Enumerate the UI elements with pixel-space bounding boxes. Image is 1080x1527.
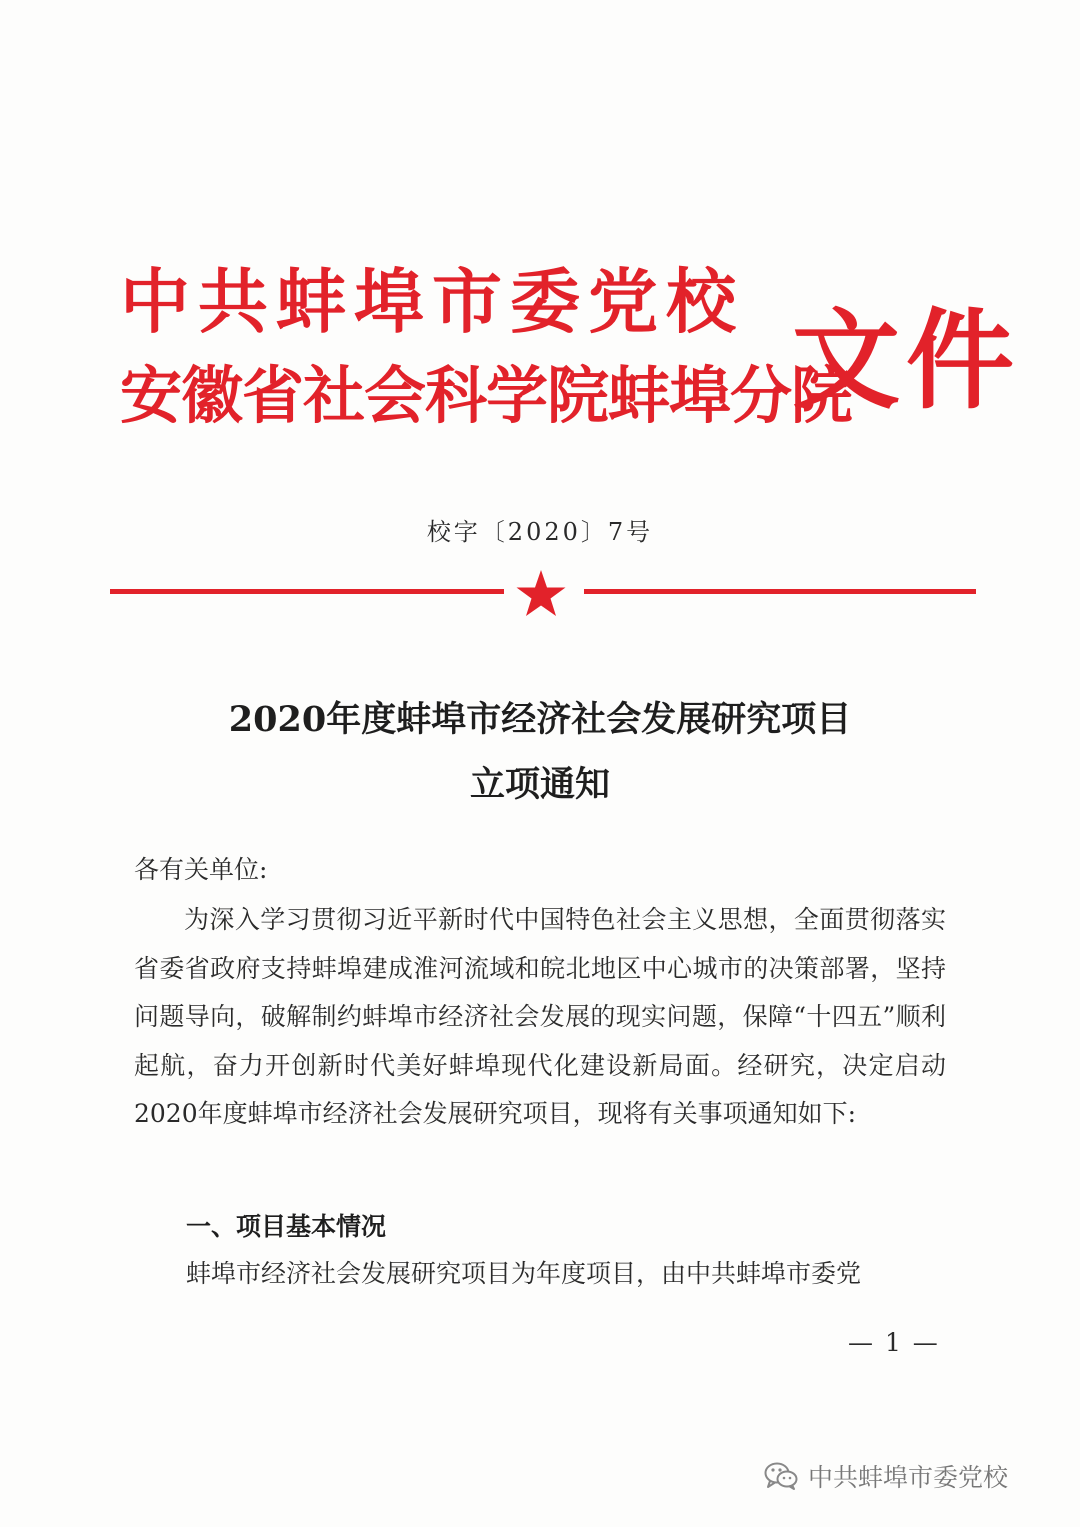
- intro-paragraph: 为深入学习贯彻习近平新时代中国特色社会主义思想，全面贯彻落实省委省政府支持蚌埠建成淮河流域和皖北地区中心城市的决策部署，坚持问题导向，破解制约蚌埠市经济社会发展的现实问题，保障“十四五”顺利起航，奋力开创新时代美好蚌埠现代化建设新局面。经研究，决定启动2020年度蚌埠市经济社会发展研究项目，现将有关事项通知如下:: [134, 905, 946, 1128]
- document-type-label: 文件: [792, 299, 1021, 424]
- red-divider-right: [584, 589, 976, 594]
- document-header: [120, 261, 1021, 462]
- notice-title-line-1: 2020年度蚌埠市经济社会发展研究项目: [228, 699, 852, 740]
- notice-title-line-2: 立项通知: [469, 764, 610, 805]
- issuer-name-line-1: 中共蚌埠市委党校: [120, 261, 744, 343]
- wechat-watermark: [764, 1456, 1008, 1496]
- section-heading-1: 一、项目基本情况: [186, 1212, 387, 1241]
- red-divider-left: [110, 589, 504, 594]
- red-star-icon: [516, 569, 566, 617]
- salutation: 各有关单位:: [134, 855, 268, 884]
- document-number: 校字〔2020〕7号: [426, 518, 654, 546]
- section-1-paragraph: 蚌埠市经济社会发展研究项目为年度项目，由中共蚌埠市委党: [186, 1259, 862, 1288]
- page-number: — 1 —: [848, 1328, 940, 1357]
- wechat-icon: [764, 1461, 798, 1491]
- issuer-name-line-2: 安徽省社会科学院蚌埠分院: [120, 359, 853, 432]
- watermark-text: 中共蚌埠市委党校: [808, 1463, 1009, 1492]
